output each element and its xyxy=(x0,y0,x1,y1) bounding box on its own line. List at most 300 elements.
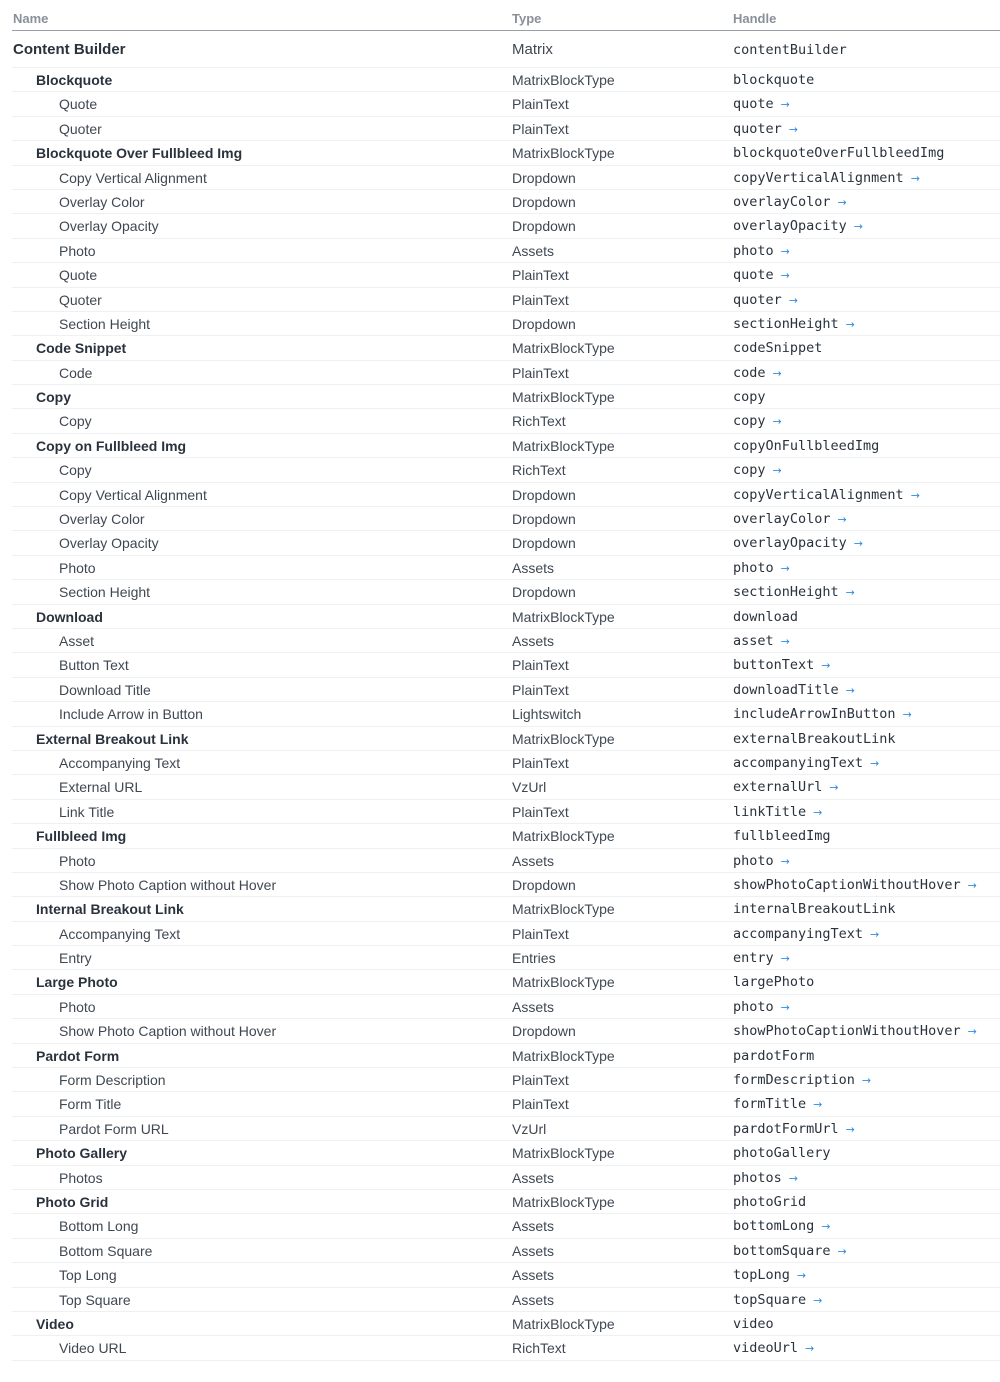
field-name: Video URL xyxy=(59,1340,127,1357)
field-handle-text: contentBuilder xyxy=(733,42,847,58)
arrow-right-icon[interactable]: → xyxy=(837,1244,847,1258)
field-name: Photo Gallery xyxy=(36,1145,128,1162)
field-handle xyxy=(733,653,831,678)
field-name: Copy Vertical Alignment xyxy=(59,486,207,503)
field-handle-text: showPhotoCaptionWithoutHover xyxy=(733,876,961,893)
field-handle xyxy=(733,214,863,239)
arrow-right-icon[interactable]: → xyxy=(780,1000,790,1014)
field-name: Top Square xyxy=(59,1291,131,1308)
table-row xyxy=(12,727,1000,751)
field-type: Assets xyxy=(512,242,555,259)
arrow-right-icon[interactable]: → xyxy=(780,634,790,648)
field-handle-text: asset xyxy=(733,632,774,649)
field-name: Copy xyxy=(59,462,92,479)
table-row xyxy=(12,288,1000,312)
arrow-right-icon[interactable]: → xyxy=(780,952,790,966)
arrow-right-icon[interactable]: → xyxy=(780,244,790,258)
field-handle-text: blockquote xyxy=(733,72,815,88)
field-handle xyxy=(733,1336,814,1361)
table-row xyxy=(12,1263,1000,1287)
field-handle-text: photoGrid xyxy=(733,1193,807,1210)
arrow-right-icon[interactable]: → xyxy=(853,220,864,234)
field-name: Photo xyxy=(59,998,96,1015)
table-row xyxy=(12,1239,1000,1263)
table-row xyxy=(12,239,1000,263)
field-handle xyxy=(733,409,782,434)
field-handle-text: bottomSquare xyxy=(733,1242,831,1259)
field-handle xyxy=(733,1092,822,1117)
field-handle-text: buttonText xyxy=(733,657,815,674)
arrow-right-icon[interactable]: → xyxy=(780,561,790,575)
table-row xyxy=(12,1190,1000,1214)
field-type: MatrixBlockType xyxy=(512,389,615,406)
table-row xyxy=(12,800,1000,824)
table-row xyxy=(12,31,1000,68)
field-handle xyxy=(733,434,879,458)
arrow-right-icon[interactable]: → xyxy=(853,537,864,551)
field-handle-text: quoter xyxy=(733,120,782,137)
field-name: Internal Breakout Link xyxy=(36,901,184,918)
field-name: External Breakout Link xyxy=(36,730,189,747)
field-name: Section Height xyxy=(59,315,151,332)
field-handle xyxy=(733,1019,977,1044)
table-row xyxy=(12,1044,1000,1068)
table-row xyxy=(12,1068,1000,1092)
field-type: PlainText xyxy=(512,754,569,771)
field-handle xyxy=(733,288,798,313)
field-handle-text: overlayOpacity xyxy=(733,218,847,235)
field-type: MatrixBlockType xyxy=(512,1047,615,1064)
field-handle xyxy=(733,897,896,921)
field-handle xyxy=(733,312,855,337)
arrow-right-icon[interactable]: → xyxy=(772,366,782,380)
field-type: PlainText xyxy=(512,1072,569,1089)
field-type: RichText xyxy=(512,1340,566,1357)
arrow-right-icon[interactable]: → xyxy=(821,659,831,673)
field-handle xyxy=(733,239,790,264)
table-row xyxy=(12,141,1000,165)
field-handle-text: topLong xyxy=(733,1267,790,1284)
field-handle-text: sectionHeight xyxy=(733,315,839,332)
field-handle xyxy=(733,507,847,532)
arrow-right-icon[interactable]: → xyxy=(845,1122,855,1136)
field-handle xyxy=(733,117,798,142)
field-handle-text: quote xyxy=(733,267,774,284)
field-handle xyxy=(733,1190,806,1214)
field-type: MatrixBlockType xyxy=(512,901,615,918)
field-name: Top Long xyxy=(59,1267,117,1284)
table-row xyxy=(12,458,1000,482)
field-handle-text: code xyxy=(733,364,766,381)
field-name: Overlay Opacity xyxy=(59,218,159,235)
field-name: Large Photo xyxy=(36,974,118,991)
field-handle-text: copy xyxy=(733,413,766,430)
table-row xyxy=(12,702,1000,726)
field-type: MatrixBlockType xyxy=(512,730,615,747)
field-type: MatrixBlockType xyxy=(512,1315,615,1332)
field-name: Blockquote xyxy=(36,72,113,88)
field-type: Assets xyxy=(512,852,555,869)
table-row xyxy=(12,117,1000,141)
field-handle-text: showPhotoCaptionWithoutHover xyxy=(733,1023,961,1040)
arrow-right-icon[interactable]: → xyxy=(788,122,798,136)
field-type: RichText xyxy=(512,413,566,430)
table-row xyxy=(12,1214,1000,1238)
field-handle-text: bottomLong xyxy=(733,1218,815,1235)
arrow-right-icon[interactable]: → xyxy=(910,171,920,185)
field-type: Assets xyxy=(512,632,555,649)
arrow-right-icon[interactable]: → xyxy=(780,854,790,868)
table-row xyxy=(12,312,1000,336)
field-handle xyxy=(733,946,790,971)
field-type: MatrixBlockType xyxy=(512,72,615,88)
field-type: MatrixBlockType xyxy=(512,145,615,162)
field-handle xyxy=(733,141,944,165)
field-handle xyxy=(733,1044,814,1068)
table-row xyxy=(12,1166,1000,1190)
field-handle xyxy=(733,1239,847,1264)
field-type: PlainText xyxy=(512,96,569,113)
field-handle xyxy=(733,92,790,117)
arrow-right-icon[interactable]: → xyxy=(910,488,920,502)
field-handle-text: download xyxy=(733,608,799,625)
field-handle-text: pardotFormUrl xyxy=(733,1120,839,1137)
field-type: MatrixBlockType xyxy=(512,608,615,625)
field-type: PlainText xyxy=(512,364,569,381)
table-row xyxy=(12,531,1000,555)
field-name: Photo xyxy=(59,559,96,576)
field-type: VzUrl xyxy=(512,1120,547,1137)
column-header-handle[interactable]: Handle xyxy=(733,11,777,26)
field-type: MatrixBlockType xyxy=(512,1193,615,1210)
field-type: Assets xyxy=(512,1242,555,1259)
field-type: MatrixBlockType xyxy=(512,1145,615,1162)
field-type: Entries xyxy=(512,950,556,967)
field-handle xyxy=(733,873,977,898)
field-name: Show Photo Caption without Hover xyxy=(59,1023,277,1040)
field-name: Copy xyxy=(36,389,71,406)
field-handle xyxy=(733,970,814,994)
table-row xyxy=(12,775,1000,799)
field-handle-text: externalBreakoutLink xyxy=(733,730,896,747)
field-type: Dropdown xyxy=(512,1023,576,1040)
arrow-right-icon[interactable]: → xyxy=(902,708,912,722)
field-name: Blockquote Over Fullbleed Img xyxy=(36,145,243,162)
field-handle xyxy=(733,1214,831,1239)
field-type: Assets xyxy=(512,1291,555,1308)
table-row xyxy=(12,873,1000,897)
table-row xyxy=(12,166,1000,190)
field-handle-text: internalBreakoutLink xyxy=(733,901,896,918)
field-handle-text: formDescription xyxy=(733,1072,855,1089)
field-handle-text: pardotForm xyxy=(733,1047,815,1064)
field-name: Overlay Color xyxy=(59,511,145,528)
table-row xyxy=(12,751,1000,775)
field-name: Pardot Form URL xyxy=(59,1120,169,1137)
field-type: RichText xyxy=(512,462,566,479)
table-row xyxy=(12,507,1000,531)
field-name: Entry xyxy=(59,950,92,967)
field-handle xyxy=(733,824,831,848)
field-handle-text: externalUrl xyxy=(733,779,823,796)
field-handle-text: copyVerticalAlignment xyxy=(733,486,904,503)
field-name: Download Title xyxy=(59,681,151,698)
field-handle xyxy=(733,68,814,92)
table-row xyxy=(12,653,1000,677)
arrow-right-icon[interactable]: → xyxy=(837,513,847,527)
column-header-type[interactable]: Type xyxy=(512,11,542,26)
field-handle xyxy=(733,922,879,947)
arrow-right-icon[interactable]: → xyxy=(813,1098,823,1112)
field-type: VzUrl xyxy=(512,779,547,796)
fields-table xyxy=(12,0,1000,1361)
arrow-right-icon[interactable]: → xyxy=(805,1342,815,1356)
field-handle-text: photo xyxy=(733,242,774,259)
field-handle xyxy=(733,1117,855,1142)
arrow-right-icon[interactable]: → xyxy=(870,756,880,770)
field-handle-text: linkTitle xyxy=(733,803,807,820)
field-handle xyxy=(733,166,920,191)
table-row xyxy=(12,214,1000,238)
table-body xyxy=(12,31,1000,1361)
arrow-right-icon[interactable]: → xyxy=(780,269,790,283)
field-handle xyxy=(733,531,863,556)
field-type: Dropdown xyxy=(512,218,576,235)
field-handle-text: accompanyingText xyxy=(733,925,864,942)
table-row xyxy=(12,190,1000,214)
field-name: Quoter xyxy=(59,291,102,308)
field-handle xyxy=(733,1068,871,1093)
table-row xyxy=(12,92,1000,116)
table-row xyxy=(12,263,1000,287)
field-name: Quote xyxy=(59,96,98,113)
field-name: Quoter xyxy=(59,120,102,137)
arrow-right-icon[interactable]: → xyxy=(967,878,977,892)
arrow-right-icon[interactable]: → xyxy=(870,927,880,941)
field-handle-text: accompanyingText xyxy=(733,754,864,771)
table-row xyxy=(12,336,1000,360)
field-handle xyxy=(733,1141,831,1165)
arrow-right-icon[interactable]: → xyxy=(788,293,798,307)
field-handle-text: videoUrl xyxy=(733,1340,799,1357)
field-name: Button Text xyxy=(59,657,129,674)
field-type: MatrixBlockType xyxy=(512,974,615,991)
field-name: Photo xyxy=(59,852,96,869)
table-row xyxy=(12,1019,1000,1043)
table-row xyxy=(12,970,1000,994)
field-name: Copy on Fullbleed Img xyxy=(36,437,187,454)
field-handle xyxy=(733,483,920,508)
field-handle xyxy=(733,605,798,629)
field-handle xyxy=(733,849,790,874)
field-name: Include Arrow in Button xyxy=(59,706,203,723)
table-row xyxy=(12,678,1000,702)
table-row xyxy=(12,1312,1000,1336)
field-type: PlainText xyxy=(512,1096,569,1113)
field-name: Video xyxy=(36,1315,74,1332)
field-handle-text: fullbleedImg xyxy=(733,828,831,845)
field-handle xyxy=(733,1166,798,1191)
field-name: Bottom Square xyxy=(59,1242,153,1259)
field-handle-text: copyOnFullbleedImg xyxy=(733,437,880,454)
field-handle-text: includeArrowInButton xyxy=(733,706,896,723)
arrow-right-icon[interactable]: → xyxy=(780,98,790,112)
arrow-right-icon[interactable]: → xyxy=(813,805,823,819)
field-handle-text: video xyxy=(733,1315,774,1332)
field-type: PlainText xyxy=(512,657,569,674)
field-name: Copy Vertical Alignment xyxy=(59,169,207,186)
field-handle xyxy=(733,385,766,409)
field-handle-text: codeSnippet xyxy=(733,340,823,357)
field-handle-text: topSquare xyxy=(733,1291,807,1308)
table-header xyxy=(12,0,1000,31)
field-type: PlainText xyxy=(512,681,569,698)
field-type: PlainText xyxy=(512,267,569,284)
table-row xyxy=(12,483,1000,507)
table-row xyxy=(12,849,1000,873)
field-type: Dropdown xyxy=(512,315,576,332)
field-type: Dropdown xyxy=(512,511,576,528)
field-handle xyxy=(733,1312,774,1336)
field-handle xyxy=(733,727,896,751)
field-handle xyxy=(733,458,782,483)
field-type: Dropdown xyxy=(512,193,576,210)
field-handle-text: overlayOpacity xyxy=(733,535,847,552)
field-name: Content Builder xyxy=(13,41,126,58)
field-handle-text: copy xyxy=(733,389,766,406)
table-row xyxy=(12,824,1000,848)
field-type: Assets xyxy=(512,998,555,1015)
field-handle xyxy=(733,361,782,386)
field-name: Form Description xyxy=(59,1072,166,1089)
arrow-right-icon[interactable]: → xyxy=(829,781,839,795)
field-type: Matrix xyxy=(512,41,553,58)
field-type: Assets xyxy=(512,1169,555,1186)
field-name: Asset xyxy=(59,632,95,649)
field-name: Quote xyxy=(59,267,98,284)
field-type: MatrixBlockType xyxy=(512,437,615,454)
field-handle xyxy=(733,751,879,776)
arrow-right-icon[interactable]: → xyxy=(821,1220,831,1234)
table-row xyxy=(12,1336,1000,1360)
arrow-right-icon[interactable]: → xyxy=(845,586,855,600)
field-handle xyxy=(733,263,790,288)
field-handle xyxy=(733,995,790,1020)
field-type: MatrixBlockType xyxy=(512,340,615,357)
field-type: Assets xyxy=(512,1267,555,1284)
arrow-right-icon[interactable]: → xyxy=(845,317,855,331)
field-name: Form Title xyxy=(59,1096,122,1113)
table-row xyxy=(12,434,1000,458)
table-row xyxy=(12,68,1000,92)
field-handle-text: overlayColor xyxy=(733,511,831,528)
table-row xyxy=(12,1117,1000,1141)
table-row xyxy=(12,605,1000,629)
field-handle-text: largePhoto xyxy=(733,974,815,991)
table-row xyxy=(12,580,1000,604)
arrow-right-icon[interactable]: → xyxy=(861,1074,872,1088)
table-row xyxy=(12,1092,1000,1116)
field-type: Dropdown xyxy=(512,535,576,552)
field-name: Photo Grid xyxy=(36,1193,109,1210)
field-type: Lightswitch xyxy=(512,706,582,723)
field-handle xyxy=(733,31,847,69)
field-handle xyxy=(733,800,822,825)
table-row xyxy=(12,995,1000,1019)
field-handle xyxy=(733,580,855,605)
field-handle-text: downloadTitle xyxy=(733,681,839,698)
field-type: PlainText xyxy=(512,925,569,942)
table-row xyxy=(12,361,1000,385)
field-handle-text: photos xyxy=(733,1169,782,1186)
field-type: Assets xyxy=(512,1218,555,1235)
field-type: Dropdown xyxy=(512,486,576,503)
field-name: Accompanying Text xyxy=(59,754,181,771)
table-row xyxy=(12,629,1000,653)
arrow-right-icon[interactable]: → xyxy=(772,415,782,429)
arrow-right-icon[interactable]: → xyxy=(967,1025,977,1039)
field-handle-text: blockquoteOverFullbleedImg xyxy=(733,145,945,162)
field-handle-text: copyVerticalAlignment xyxy=(733,169,904,186)
table-row xyxy=(12,556,1000,580)
field-handle-text: entry xyxy=(733,950,774,967)
column-header-name[interactable]: Name xyxy=(13,11,49,26)
arrow-right-icon[interactable]: → xyxy=(796,1269,807,1283)
field-name: Section Height xyxy=(59,584,151,601)
field-name: Accompanying Text xyxy=(59,925,181,942)
field-handle xyxy=(733,1288,822,1313)
arrow-right-icon[interactable]: → xyxy=(772,464,782,478)
field-name: Show Photo Caption without Hover xyxy=(59,876,277,893)
field-handle-text: sectionHeight xyxy=(733,584,839,601)
field-name: External URL xyxy=(59,779,143,796)
field-type: PlainText xyxy=(512,120,569,137)
field-handle-text: overlayColor xyxy=(733,193,831,210)
field-handle-text: photoGallery xyxy=(733,1145,831,1162)
field-type: PlainText xyxy=(512,803,569,820)
arrow-right-icon[interactable]: → xyxy=(788,1171,798,1185)
field-type: Dropdown xyxy=(512,169,576,186)
field-handle xyxy=(733,678,855,703)
field-name: Fullbleed Img xyxy=(36,828,127,845)
field-name: Pardot Form xyxy=(36,1047,120,1064)
arrow-right-icon[interactable]: → xyxy=(845,683,855,697)
field-handle xyxy=(733,336,822,360)
field-handle-text: copy xyxy=(733,462,766,479)
arrow-right-icon[interactable]: → xyxy=(837,195,847,209)
field-type: Dropdown xyxy=(512,584,576,601)
field-handle-text: photo xyxy=(733,998,774,1015)
table-row xyxy=(12,922,1000,946)
table-row xyxy=(12,1288,1000,1312)
arrow-right-icon[interactable]: → xyxy=(813,1293,823,1307)
field-type: Dropdown xyxy=(512,876,576,893)
field-type: Assets xyxy=(512,559,555,576)
field-name: Download xyxy=(36,608,103,625)
field-handle-text: quoter xyxy=(733,291,782,308)
table-row xyxy=(12,946,1000,970)
field-handle xyxy=(733,775,839,800)
field-name: Photos xyxy=(59,1169,103,1186)
field-handle xyxy=(733,1263,806,1288)
field-type: MatrixBlockType xyxy=(512,828,615,845)
field-handle-text: photo xyxy=(733,852,774,869)
field-name: Overlay Opacity xyxy=(59,535,159,552)
table-row xyxy=(12,409,1000,433)
field-name: Overlay Color xyxy=(59,193,145,210)
field-type: PlainText xyxy=(512,291,569,308)
field-handle xyxy=(733,556,790,581)
